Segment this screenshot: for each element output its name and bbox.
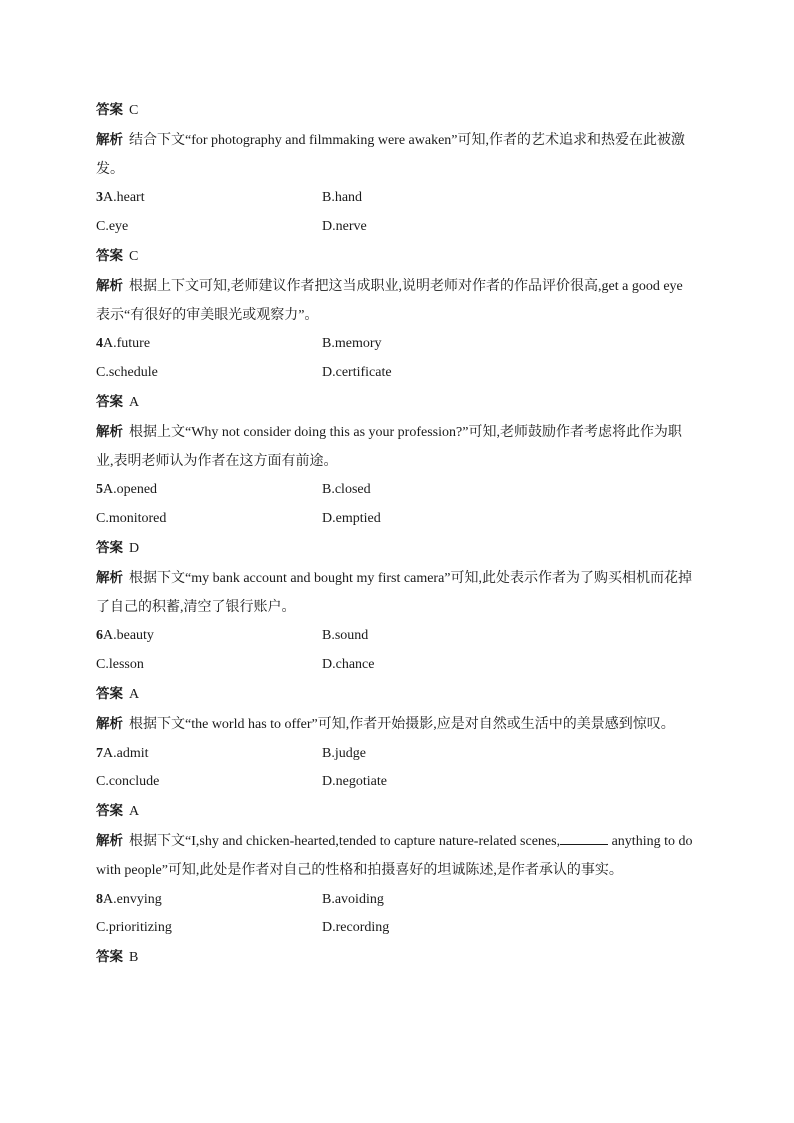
analysis-text: 根据下文“the world has to offer”可知,作者开始摄影,应是对自然或生活中的美景感到惊叹。 — [129, 716, 675, 732]
answer-line — [96, 388, 696, 418]
answer-value: C — [129, 248, 139, 264]
option-c: C.schedule — [96, 365, 158, 381]
answer-line — [96, 797, 696, 827]
analysis-paragraph — [96, 272, 696, 331]
question-number: 4 — [96, 336, 103, 352]
answer-line — [96, 242, 696, 272]
question-5-row-1 — [96, 476, 696, 505]
option-b: B.memory — [322, 336, 382, 352]
question-8-row-2 — [96, 914, 696, 943]
question-7-row-1 — [96, 740, 696, 769]
option-b: B.hand — [322, 190, 363, 206]
question-5-row-2 — [96, 505, 696, 534]
option-d: D.negotiate — [322, 774, 387, 790]
question-number: 6 — [96, 628, 103, 644]
analysis-label: 解析 — [96, 832, 123, 849]
answer-line — [96, 680, 696, 710]
option-d: D.emptied — [322, 511, 381, 527]
fill-in-blank — [560, 830, 608, 845]
analysis-text: 根据上下文可知,老师建议作者把这当成职业,说明老师对作者的作品评价很高,get a good eye 表示“有很好的审美眼光或观察力”。 — [96, 278, 683, 323]
option-b: B.sound — [322, 628, 369, 644]
question-number: 7 — [96, 745, 103, 761]
analysis-label: 解析 — [96, 715, 123, 732]
analysis-paragraph — [96, 827, 696, 886]
answer-value: A — [129, 686, 140, 702]
analysis-label: 解析 — [96, 569, 123, 586]
answer-value: B — [129, 950, 139, 966]
question-8-row-1 — [96, 886, 696, 915]
analysis-text: 根据下文“my bank account and bought my first camera”可知,此处表示作者为了购买相机而花掉了自己的积蓄,清空了银行账户。 — [96, 570, 693, 615]
option-d: D.chance — [322, 657, 375, 673]
answer-label: 答案 — [96, 803, 123, 820]
option-c: C.eye — [96, 219, 129, 235]
question-3-row-2 — [96, 213, 696, 242]
option-a: A.envying — [103, 891, 162, 907]
option-d: D.certificate — [322, 365, 392, 381]
answer-value: A — [129, 804, 140, 820]
question-number: 8 — [96, 891, 103, 907]
analysis-text-before-blank: 根据下文“I,shy and chicken-hearted,tended to capture nature-related scenes, — [129, 833, 561, 849]
analysis-text-after-blank: anything to do with people”可知,此处是作者对自己的性格和拍摄喜好的坦诚陈述,是作者承认的事实。 — [96, 833, 693, 878]
answer-line — [96, 96, 696, 126]
answer-value: D — [129, 540, 140, 556]
analysis-text: 结合下文“for photography and filmmaking were awaken”可知,作者的艺术追求和热爱在此被激发。 — [96, 132, 686, 177]
question-6-row-1 — [96, 622, 696, 651]
option-b: B.closed — [322, 482, 371, 498]
analysis-label: 解析 — [96, 423, 123, 440]
analysis-paragraph — [96, 710, 696, 740]
option-b: B.judge — [322, 745, 366, 761]
question-number: 5 — [96, 482, 103, 498]
analysis-paragraph — [96, 564, 696, 623]
document-page — [96, 96, 696, 973]
option-a: A.heart — [103, 190, 145, 206]
answer-label: 答案 — [96, 393, 123, 410]
option-d: D.nerve — [322, 219, 367, 235]
option-d: D.recording — [322, 920, 390, 936]
question-4-row-2 — [96, 359, 696, 388]
question-4-row-1 — [96, 330, 696, 359]
option-c: C.conclude — [96, 774, 160, 790]
answer-label: 答案 — [96, 949, 123, 966]
option-a: A.admit — [103, 745, 149, 761]
question-3-row-1 — [96, 184, 696, 213]
answer-line — [96, 943, 696, 973]
answer-label: 答案 — [96, 539, 123, 556]
question-number: 3 — [96, 190, 103, 206]
option-a: A.beauty — [103, 628, 154, 644]
option-b: B.avoiding — [322, 891, 384, 907]
analysis-label: 解析 — [96, 131, 123, 148]
option-a: A.opened — [103, 482, 158, 498]
answer-label: 答案 — [96, 685, 123, 702]
option-c: C.prioritizing — [96, 920, 172, 936]
answer-line — [96, 534, 696, 564]
analysis-text: 根据上文“Why not consider doing this as your profession?”可知,老师鼓励作者考虑将此作为职业,表明老师认为作者在这方面有前途。 — [96, 424, 682, 469]
option-c: C.lesson — [96, 657, 144, 673]
question-6-row-2 — [96, 651, 696, 680]
analysis-label: 解析 — [96, 277, 123, 294]
answer-value: C — [129, 103, 139, 118]
answer-label: 答案 — [96, 102, 123, 118]
analysis-paragraph — [96, 418, 696, 477]
answer-value: A — [129, 394, 140, 410]
question-7-row-2 — [96, 768, 696, 797]
option-c: C.monitored — [96, 511, 167, 527]
answer-label: 答案 — [96, 247, 123, 264]
analysis-paragraph — [96, 126, 696, 185]
option-a: A.future — [103, 336, 151, 352]
